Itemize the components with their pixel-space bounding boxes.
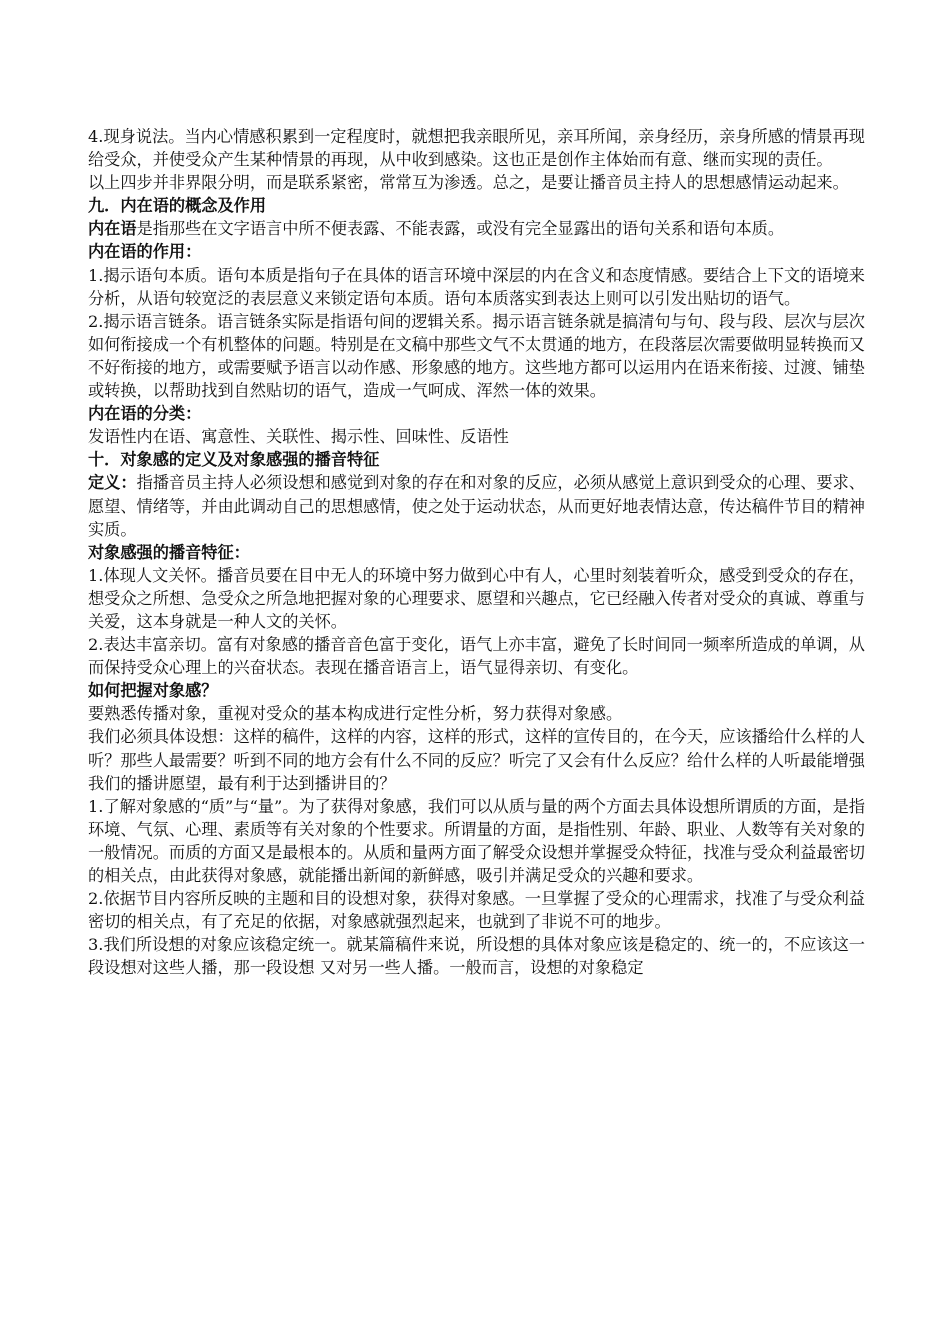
term-内在语: 内在语 [88,219,137,239]
paragraph-表达丰富亲切: 2.表达丰富亲切。富有对象感的播音音色富于变化，语气上亦丰富，避免了长时间同一频率所造成的单调，从而保持受众心理上的兴奋状态。表现在播音语言上，语气显得亲切、有变化。 [88,635,865,678]
paragraph-分类-list: 发语性内在语、寓意性、关联性、揭示性、回味性、反语性 [88,427,509,447]
paragraph-内在语-definition: 内在语是指那些在文字语言中所不便表露、不能表露，或没有完全显露出的语句关系和语句本质。 [88,219,785,239]
section-heading-9: 九．内在语的概念及作用 [88,196,267,216]
subheading-内在语的作用: 内在语的作用： [88,242,202,262]
subheading-对象感强的播音特征: 对象感强的播音特征： [88,542,250,562]
paragraph-定义: 定义：指播音员主持人必须设想和感觉到对象的存在和对象的反应，必须从感觉上意识到受众的心理、要求、愿望、情绪等，并由此调动自己的思想感情，使之处于运动状态，从而更好地表情达意，传达稿件节目的精神实质。 [88,473,865,539]
paragraph-稳定统一: 3.我们所设想的对象应该稳定统一。就某篇稿件来说，所设想的具体对象应该是稳定的、统一的，不应该这一段设想对这些人播，那一段设想 又对另一些人播。一般而言，设想的对象稳定 [88,935,865,978]
paragraph-揭示语言链条: 2.揭示语言链条。语言链条实际是指语句间的逻辑关系。揭示语言链条就是搞清句与句、段与段、层次与层次如何衔接成一个有机整体的问题。特别是在文稿中那些文气不太贯通的地方，在段落层次需要做明显转换而又不好衔接的地方，或需要赋予语言以动作感、形象感的地方。这些地方都可以运用内在语来衔接、过渡、铺垫或转换，以帮助找到自然贴切的语气，造成一气呵成、浑然一体的效果。 [88,311,865,401]
section-heading-10: 十．对象感的定义及对象感强的播音特征 [88,450,380,470]
document-body [88,125,865,979]
paragraph-依据节目内容: 2.依据节目内容所反映的主题和目的设想对象，获得对象感。一旦掌握了受众的心理需求，找准了与受众利益密切的相关点，有了充足的依据，对象感就强烈起来，也就到了非说不可的地步。 [88,889,865,932]
paragraph-体现人文关怀: 1.体现人文关怀。播音员要在目中无人的环境中努力做到心中有人，心里时刻装着听众，感受到受众的存在，想受众之所想、急受众之所急地把握对象的心理要求、愿望和兴趣点，它已经融入传者对受众的真诚、尊重与关爱，这本身就是一种人文的关怀。 [88,565,865,631]
paragraph-揭示语句本质: 1.揭示语句本质。语句本质是指句子在具体的语言环境中深层的内在含义和态度情感。要结合上下文的语境来分析，从语句较宽泛的表层意义来锁定语句本质。语句本质落实到表达上则可以引发出贴切的语气。 [88,265,865,308]
subheading-内在语的分类: 内在语的分类： [88,404,202,424]
paragraph-熟悉传播对象: 要熟悉传播对象，重视对受众的基本构成进行定性分析，努力获得对象感。 [88,704,623,724]
subheading-如何把握对象感: 如何把握对象感？ [88,681,218,701]
term-定义: 定义： [88,473,137,493]
paragraph-质与量: 1.了解对象感的“质”与“量”。为了获得对象感，我们可以从质与量的两个方面去具体设想所谓质的方面，是指环境、气氛、心理、素质等有关对象的个性要求。所谓量的方面，是指性别、年龄、职业、人数等有关对象的一般情况。而质的方面又是最根本的。从质和量两方面了解受众设想并掌握受众特征，找准与受众利益最密切的相关点，由此获得对象感，就能播出新闻的新鲜感，吸引并满足受众的兴趣和要求。 [88,796,865,885]
paragraph-4-现身说法: 4.现身说法。当内心情感积累到一定程度时，就想把我亲眼所见，亲耳所闻，亲身经历，亲身所感的情景再现给受众，并使受众产生某种情景的再现，从中收到感染。这也正是创作主体始而有意、继而实现的责任。 [88,127,865,170]
paragraph-summary-four-steps: 以上四步并非界限分明，而是联系紧密，常常互为渗透。总之，是要让播音员主持人的思想感情运动起来。 [88,173,849,193]
paragraph-具体设想: 我们必须具体设想：这样的稿件，这样的内容，这样的形式，这样的宣传目的，在今天，应该播给什么样的人听？那些人最需要？听到不同的地方会有什么不同的反应？听完了又会有什么反应？给什么样的人听最能增强我们的播讲愿望，最有利于达到播讲目的？ [88,727,865,793]
